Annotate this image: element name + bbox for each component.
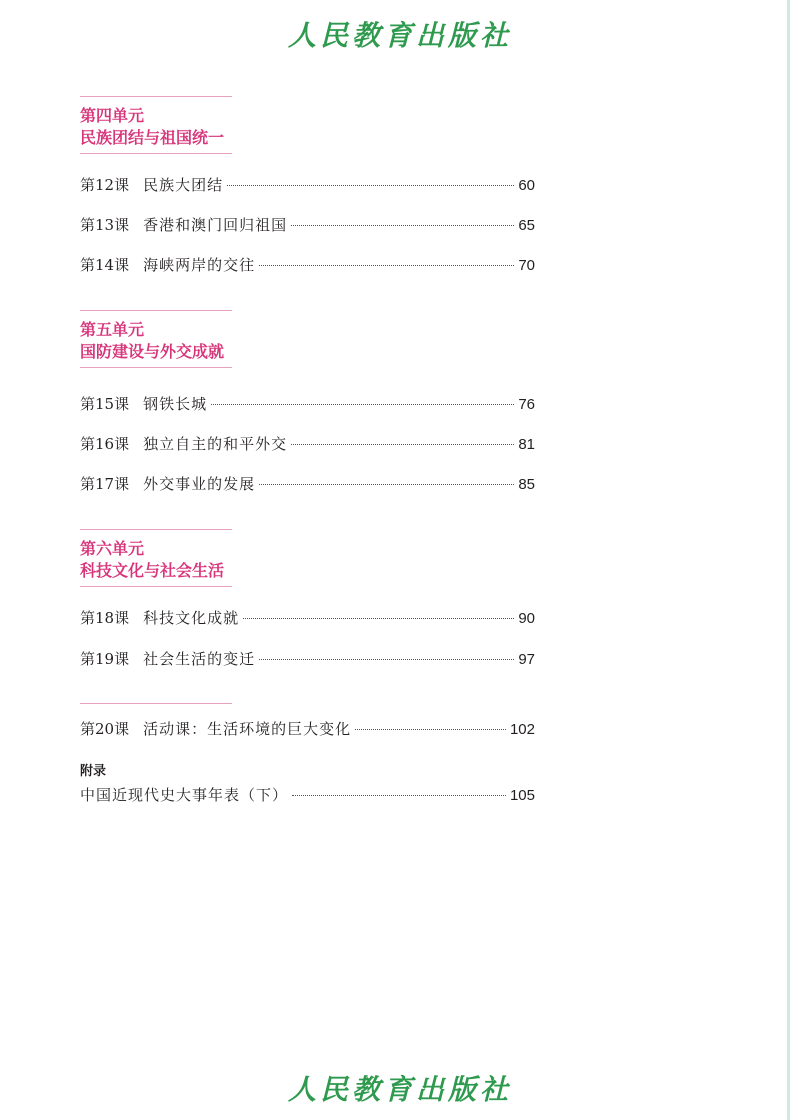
lesson-number: 第17课 [80,475,130,493]
lesson-number: 第20课 [80,720,130,738]
toc-entry-lesson-13[interactable] [80,214,535,236]
unit-title: 国防建设与外交成就 [80,342,225,361]
page-number: 76 [518,396,535,413]
leader-dots [227,185,514,186]
unit-rule-top [80,529,232,530]
page-number: 81 [518,436,535,453]
leader-dots [243,618,514,619]
toc-entry-lesson-12[interactable] [80,174,535,196]
unit-6-header [80,529,240,587]
unit-number: 第四单元 [80,106,145,125]
lesson-number: 第16课 [80,435,130,453]
appendix-title: 中国近现代史大事年表（下） [80,786,289,804]
unit-number: 第六单元 [80,539,145,558]
page-number: 60 [518,177,535,194]
toc-entry-lesson-16[interactable] [80,433,535,455]
toc-entry-lesson-18[interactable] [80,607,535,629]
activity-rule [80,703,232,704]
lesson-title: 海峡两岸的交往 [143,256,256,274]
lesson-title: 香港和澳门回归祖国 [143,216,288,234]
unit-rule-top [80,310,232,311]
toc-entry-lesson-20[interactable] [80,718,535,740]
lesson-title: 钢铁长城 [143,395,208,413]
toc-entry-lesson-14[interactable] [80,254,535,276]
leader-dots [291,225,514,226]
leader-dots [292,795,506,796]
unit-rule-bottom [80,153,232,154]
lesson-title: 社会生活的变迁 [143,650,256,668]
unit-title: 科技文化与社会生活 [80,561,225,580]
page-number: 65 [518,217,535,234]
leader-dots [259,484,514,485]
page-number: 70 [518,257,535,274]
unit-title: 民族团结与祖国统一 [80,128,225,147]
page-edge-line [787,0,790,1120]
lesson-number: 第19课 [80,650,130,668]
lesson-title: 科技文化成就 [143,609,240,627]
lesson-title: 外交事业的发展 [143,475,256,493]
lesson-title: 独立自主的和平外交 [143,435,288,453]
appendix-label: 附录 [80,764,107,779]
leader-dots [291,444,514,445]
leader-dots [211,404,514,405]
leader-dots [259,659,514,660]
unit-4-header [80,96,240,154]
lesson-title: 民族大团结 [143,176,224,194]
unit-5-header [80,310,240,368]
toc-entry-lesson-19[interactable] [80,648,535,670]
lesson-number: 第15课 [80,395,130,413]
toc-entry-lesson-15[interactable] [80,393,535,415]
lesson-title: 活动课：生活环境的巨大变化 [143,720,352,738]
lesson-number: 第18课 [80,609,130,627]
toc-entry-appendix[interactable] [80,784,535,806]
page-number: 97 [518,651,535,668]
page-number: 85 [518,476,535,493]
page-number: 90 [518,610,535,627]
page-number: 105 [509,787,535,804]
leader-dots [355,729,506,730]
unit-rule-bottom [80,367,232,368]
lesson-number: 第13课 [80,216,130,234]
publisher-logo-bottom: 人民教育出版社 [287,1073,512,1106]
page-number: 102 [509,721,535,738]
lesson-number: 第12课 [80,176,130,194]
toc-entry-lesson-17[interactable] [80,473,535,495]
leader-dots [259,265,514,266]
publisher-logo-top: 人民教育出版社 [287,19,512,52]
unit-rule-bottom [80,586,232,587]
lesson-number: 第14课 [80,256,130,274]
unit-number: 第五单元 [80,320,145,339]
unit-rule-top [80,96,232,97]
